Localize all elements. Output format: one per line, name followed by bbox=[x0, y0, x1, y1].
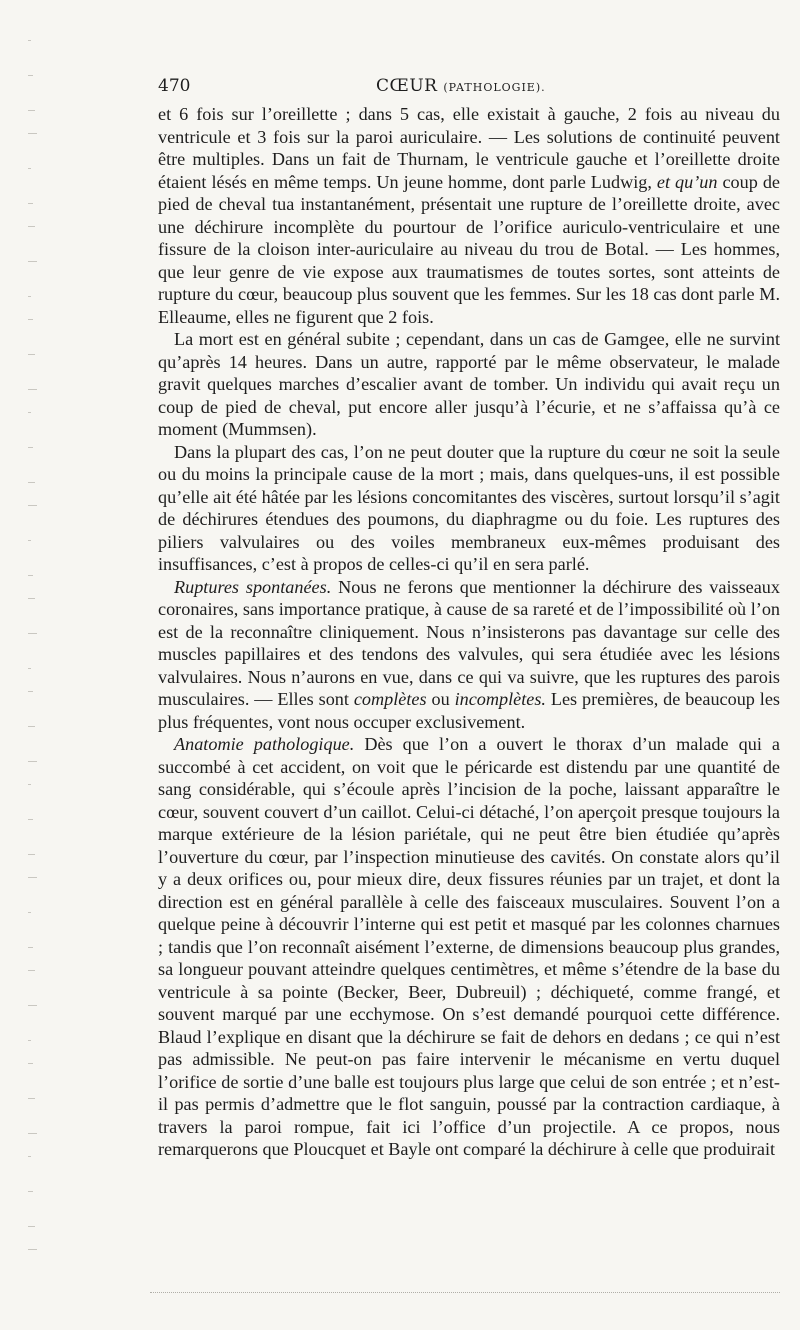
section-heading-anatomie: Anatomie pathologique. bbox=[174, 734, 355, 754]
scan-mark bbox=[28, 226, 35, 227]
scan-mark bbox=[28, 1249, 37, 1250]
scan-mark bbox=[28, 761, 37, 762]
scan-mark bbox=[28, 482, 35, 483]
paragraph-5-text: Dès que l’on a ouvert le thorax d’un malade qui a succombé à cet accident, on voit que le péricarde est distendu par une quantité de sang considérable, qui s’écoule après l’incision de la poche, laissant apparaître le cœur, souvent couvert d’un caillot. Celui-ci détaché, l’on aperçoit presque toujours la marque extérieure de la lésion pariétale, qui ne peut être bien étudiée qu’après l’ouverture du cœur, par l’inspection minutieuse des cavités. On constate alors qu’il y a deux orifices ou, pour mieux dire, deux fissures réunies par un trajet, et dont la direction est en général parallèle à celle des faisceaux musculaires. Souvent l’on a quelque peine à découvrir l’interne qui est petit et masqué par les colonnes charnues ; tandis que l’on reconnaît aisément l’externe, de dimensions beaucoup plus grandes, sa longueur pouvant atteindre quelques centimètres, et même s’étendre de la base du ventricule à sa pointe (Becker, Beer, Dubreuil) ; déchiqueté, comme frangé, et souvent marqué par une ecchymose. On s’est demandé pourquoi cette différence. Blaud l’explique en disant que la déchirure se fait de dehors en dedans ; ce qui n’est pas admissible. Ne peut-on pas faire intervenir le mécanisme en vertu duquel l’orifice de sortie d’une balle est toujours plus large que celui de son entrée ; et n’est-il pas permis d’admettre que le flot sanguin, poussé par la contraction cardiaque, à travers la paroi rompue, fait ici l’office d’un projectile. A ce propos, nous remarquerons que Ploucquet et Bayle ont comparé la déchirure à celle que produirait bbox=[158, 734, 780, 1159]
paragraph-4-text: Nous ne ferons que mentionner la déchirure des vaisseaux coronaires, sans importance pratique, à cause de sa rareté et de l’impossibilité où l’on est de la reconnaître cliniquement. Nous n’insisterons pas davantage sur celle des muscles papillaires et des tendons des valvules, qui sera étudiée avec les lésions valvulaires. Nous n’aurons en vue, dans ce qui va suivre, que les ruptures des parois musculaires. — Elles sont bbox=[158, 576, 780, 709]
paragraph-1-text-cont: coup de pied de cheval tua instantanément, présentait une rupture de l’oreillette droite, avec une déchirure incomplète du pourtour de l’orifice auriculo-ventriculaire et une fissure de la cloison inter-auriculaire au niveau du trou de Botal. — Les hommes, que leur genre de vie expose aux traumatismes de toutes sortes, sont atteints de rupture du cœur, beaucoup plus souvent que les femmes. Sur les 18 cas dont parle M. Elleaume, elles ne figurent que 2 fois. bbox=[158, 171, 780, 327]
running-title bbox=[376, 74, 546, 100]
scan-mark bbox=[28, 540, 31, 541]
scan-mark bbox=[28, 1063, 33, 1064]
term-incompletes: incomplètes. bbox=[454, 689, 546, 709]
paragraph-1-italic: et qu’un bbox=[656, 171, 718, 192]
scan-mark bbox=[28, 1191, 33, 1192]
scan-mark bbox=[28, 505, 37, 506]
scan-mark bbox=[28, 40, 31, 41]
scan-mark bbox=[28, 389, 37, 390]
scan-mark bbox=[28, 947, 33, 948]
scan-mark bbox=[28, 203, 33, 204]
margin-scan-marks bbox=[28, 40, 58, 1300]
scan-mark bbox=[28, 970, 35, 971]
scan-mark bbox=[28, 1005, 37, 1006]
paragraph-4-end: Les premières, de beaucoup les plus fréquentes, vont nous occuper exclusivement. bbox=[158, 689, 780, 732]
scan-mark bbox=[28, 1156, 31, 1157]
scan-mark bbox=[28, 575, 33, 576]
running-header bbox=[158, 74, 618, 98]
scan-mark bbox=[28, 1040, 31, 1041]
term-completes: complètes bbox=[353, 689, 427, 709]
scan-mark bbox=[28, 1098, 35, 1099]
scan-mark bbox=[28, 877, 37, 878]
scan-mark bbox=[28, 633, 37, 634]
scan-mark bbox=[28, 412, 31, 413]
paragraph-5 bbox=[158, 733, 780, 1161]
running-title-main: CŒUR bbox=[376, 76, 438, 96]
paragraph-2: La mort est en général subite ; cependant, dans un cas de Gamgee, elle ne survint qu’après 14 heures. Dans un autre, rapporté par le même observateur, le malade gravit quelques marches d’escalier avant de tomber. Un individu qui avait reçu un coup de pied de cheval, put encore aller jusqu’à l’écurie, et ne s’affaissa qu’à ce moment (Mummsen). bbox=[158, 329, 780, 439]
scan-mark bbox=[28, 598, 35, 599]
scan-mark bbox=[28, 133, 37, 134]
scan-mark bbox=[28, 447, 33, 448]
scan-mark bbox=[28, 319, 33, 320]
running-title-sub: (PATHOLOGIE). bbox=[443, 81, 546, 94]
scan-mark bbox=[28, 726, 35, 727]
scan-mark bbox=[28, 819, 33, 820]
scan-mark bbox=[28, 261, 37, 262]
scan-mark bbox=[28, 1226, 35, 1227]
paragraph-4 bbox=[158, 576, 780, 734]
scan-mark bbox=[28, 75, 33, 76]
paragraph-4-mid: ou bbox=[426, 689, 455, 709]
scan-mark bbox=[28, 854, 35, 855]
scan-mark bbox=[28, 912, 31, 913]
scan-mark bbox=[28, 354, 35, 355]
section-heading-ruptures: Ruptures spontanées. bbox=[174, 576, 332, 597]
scan-mark bbox=[28, 668, 31, 669]
scan-mark bbox=[28, 1133, 37, 1134]
footer-dotted-rule bbox=[150, 1292, 780, 1293]
scan-mark bbox=[28, 168, 31, 169]
body-text bbox=[158, 103, 780, 1161]
scan-mark bbox=[28, 691, 33, 692]
page-number: 470 bbox=[158, 76, 191, 96]
paragraph-3: Dans la plupart des cas, l’on ne peut douter que la rupture du cœur ne soit la seule ou du moins la principale cause de la mort ; mais, dans quelques-uns, il est possible qu’elle ait été hâtée par les lésions concomitantes des viscères, surtout lorsqu’il s’agit de déchirures étendues des poumons, du diaphragme ou du foie. Les ruptures des piliers valvulaires ou des voiles membraneux eux-mêmes produisant des insuffisances, c’est à propos de celles-ci qu’il en sera parlé. bbox=[158, 441, 780, 574]
scan-mark bbox=[28, 110, 35, 111]
paragraph-1-text: et 6 fois sur l’oreillette ; dans 5 cas, elle existait à gauche, 2 fois au niveau du ventricule et 3 fois sur la paroi auriculaire. — Les solutions de continuité peuvent être multiples. Dans un fait de Thurnam, le ventricule gauche et l’oreillette droite étaient lésés en même temps. Un jeune homme, dont parle Ludwig, bbox=[158, 104, 780, 192]
paragraph-1 bbox=[158, 103, 780, 328]
scan-mark bbox=[28, 784, 31, 785]
scan-mark bbox=[28, 296, 31, 297]
